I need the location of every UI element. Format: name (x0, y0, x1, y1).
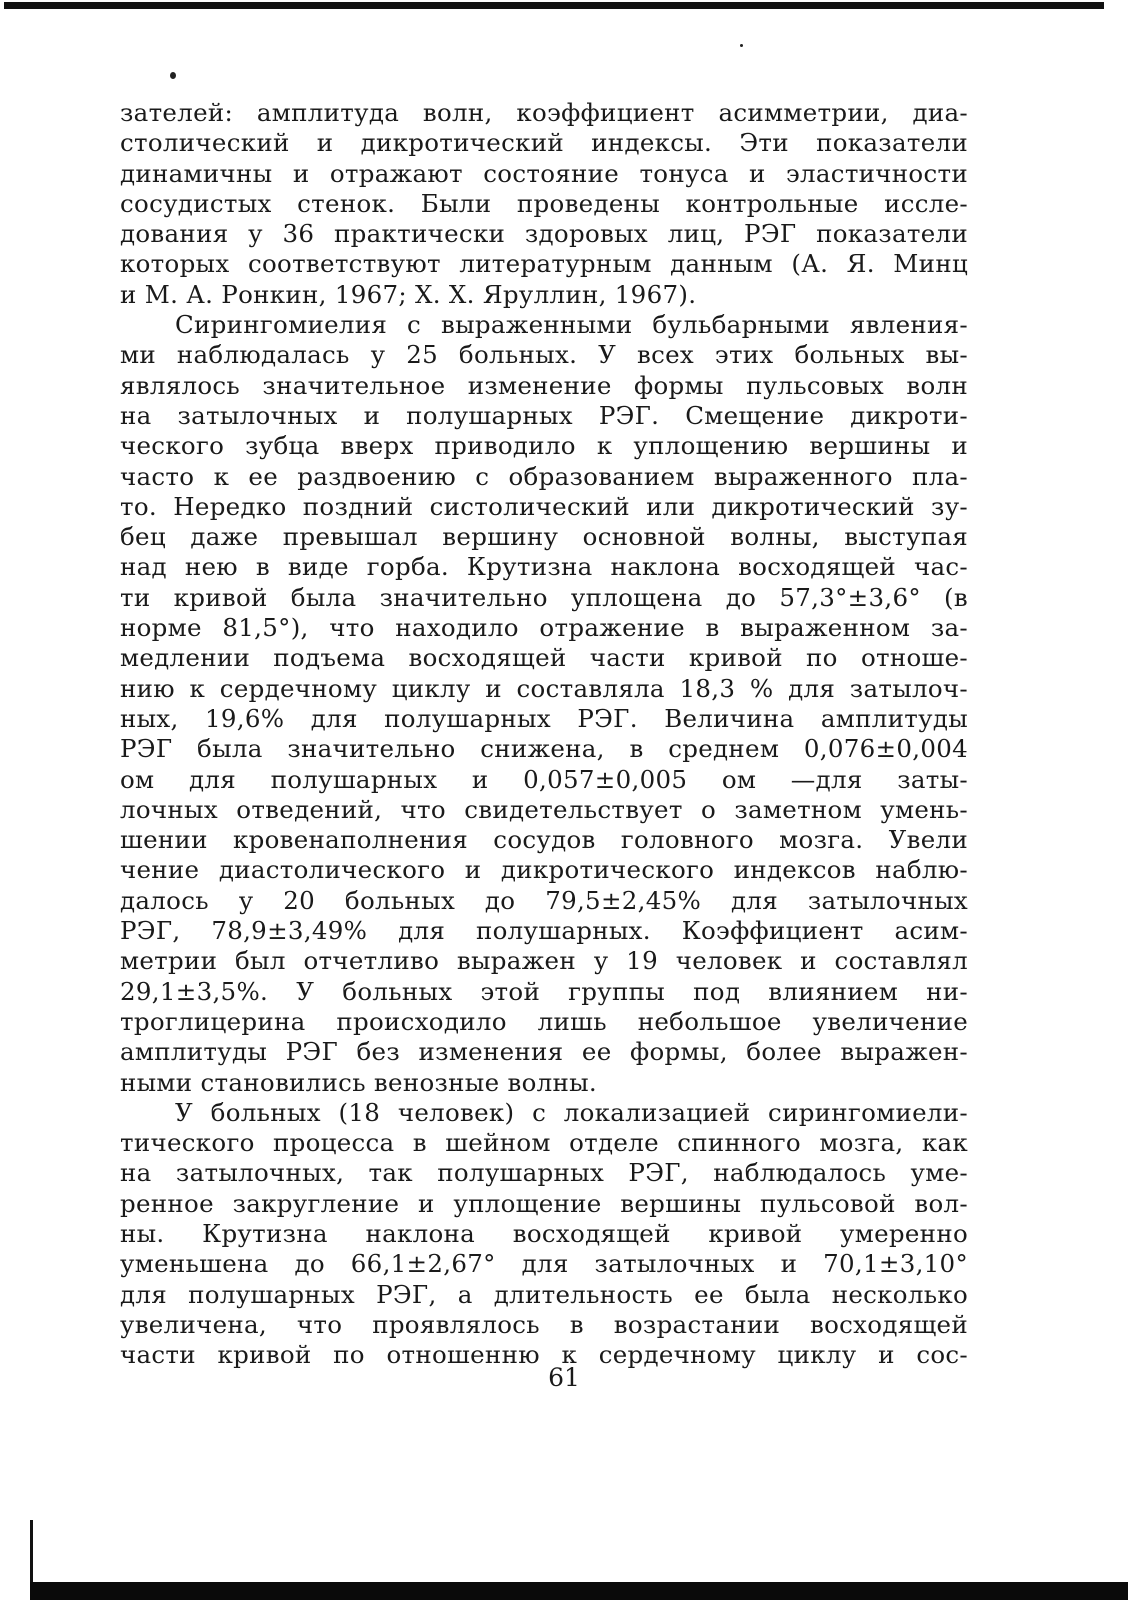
text-line: части кривой по отношенню к сердечному циклу и сос- (120, 1340, 968, 1370)
text-line: столический и дикротический индексы. Эти показатели (120, 128, 968, 158)
text-line: лочных отведений, что свидетельствует о заметном умень- (120, 794, 968, 824)
text-line: троглицерина происходило лишь небольшое увеличение (120, 1006, 968, 1036)
text-line: чение диастолического и дикротического индексов наблю- (120, 855, 968, 885)
text-line: над нею в виде горба. Крутизна наклона восходящей час- (120, 552, 968, 582)
text-line: дования у 36 практически здоровых лиц, РЭГ показатели (120, 219, 968, 249)
text-line: ми наблюдалась у 25 больных. У всех этих больных вы- (120, 340, 968, 370)
text-line: которых соответствуют литературным данным (А. Я. Минц (120, 249, 968, 279)
text-line: метрии был отчетливо выражен у 19 человек и составлял (120, 946, 968, 976)
text-line: РЭГ, 78,9±3,49% для полушарных. Коэффициент асим- (120, 916, 968, 946)
paragraph-1 (120, 98, 968, 310)
text-line: зателей: амплитуда волн, коэффициент асимметрии, диа- (120, 98, 968, 127)
text-line: являлось значительное изменение формы пульсовых волн (120, 370, 968, 400)
text-line: бец даже превышал вершину основной волны, выступая (120, 522, 968, 552)
text-line: далось у 20 больных до 79,5±2,45% для затылочных (120, 885, 968, 915)
text-line: ти кривой была значительно уплощена до 57,3°±3,6° (в (120, 582, 968, 612)
text-line: и М. А. Ронкин, 1967; Х. Х. Яруллин, 1967). (120, 279, 697, 309)
text-line: ных, 19,6% для полушарных РЭГ. Величина амплитуды (120, 703, 968, 733)
page-number: 61 (548, 1363, 580, 1392)
text-line: Сирингомиелия с выраженными бульбарными явления- (175, 310, 968, 340)
scan-speck (740, 44, 743, 47)
text-line: ренное закругление и уплощение вершины пульсовой вол- (120, 1188, 968, 1218)
text-line: нию к сердечному циклу и составляла 18,3 % для затылоч- (120, 673, 968, 703)
text-line: увеличена, что проявлялось в возрастании восходящей (120, 1309, 968, 1339)
text-line: шении кровенаполнения сосудов головного мозга. Увели (120, 825, 968, 855)
paragraph-2 (120, 310, 968, 1098)
text-line: ческого зубца вверх приводило к уплощению вершины и (120, 431, 968, 461)
text-line: тического процесса в шейном отделе спинного мозга, как (120, 1128, 968, 1158)
text-line: уменьшена до 66,1±2,67° для затылочных и 70,1±3,10° (120, 1249, 968, 1279)
scan-left-mark (30, 1520, 33, 1582)
text-line: амплитуды РЭГ без изменения ее формы, более выражен- (120, 1037, 968, 1067)
text-line: ными становились венозные волны. (120, 1067, 598, 1097)
scan-speck (170, 72, 176, 79)
text-line: ны. Крутизна наклона восходящей кривой умеренно (120, 1218, 968, 1248)
text-line: часто к ее раздвоению с образованием выраженного пла- (120, 461, 968, 491)
text-line: 29,1±3,5%. У больных этой группы под влиянием ни- (120, 976, 968, 1006)
text-line: на затылочных, так полушарных РЭГ, наблюдалось уме- (120, 1158, 968, 1188)
text-line: медлении подъема восходящей части кривой по отноше- (120, 643, 968, 673)
text-line: то. Нередко поздний систолический или дикротический зу- (120, 491, 968, 521)
text-line: для полушарных РЭГ, а длительность ее была несколько (120, 1279, 968, 1309)
text-line: динамичны и отражают состояние тонуса и эластичности (120, 158, 968, 188)
scan-bottom-border (30, 1582, 1128, 1600)
text-line: ом для полушарных и 0,057±0,005 ом —для заты- (120, 764, 968, 794)
text-line: норме 81,5°), что находило отражение в выраженном за- (120, 613, 968, 643)
text-line: У больных (18 человек) с локализацией сирингомиели- (175, 1097, 968, 1127)
scan-top-border (4, 2, 1104, 9)
text-line: сосудистых стенок. Были проведены контрольные иссле- (120, 188, 968, 218)
text-line: на затылочных и полушарных РЭГ. Смещение дикроти- (120, 400, 968, 430)
paragraph-3 (120, 1098, 968, 1371)
page-body (120, 98, 968, 1370)
text-line: РЭГ была значительно снижена, в среднем 0,076±0,004 (120, 734, 968, 764)
